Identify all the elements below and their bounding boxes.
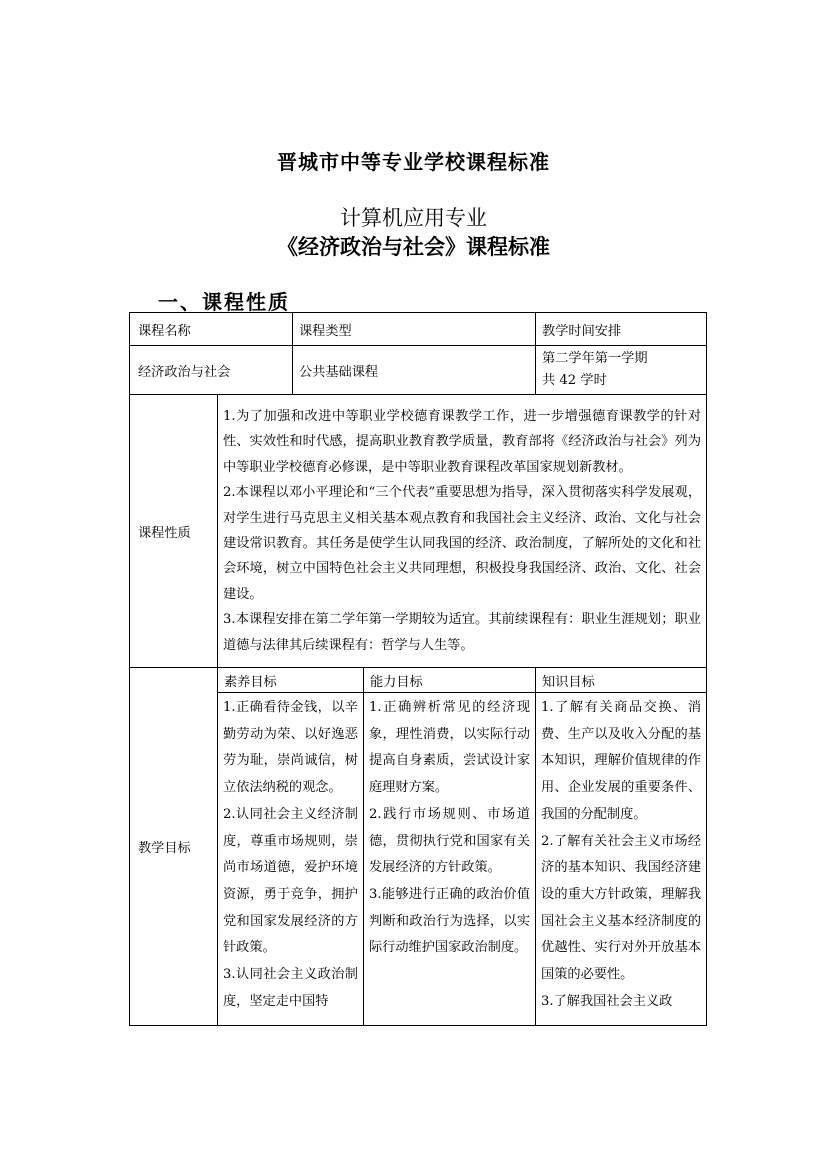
schedule-value — [536, 346, 707, 395]
nature-row — [130, 395, 707, 668]
document-title: 晋城市中等专业学校课程标准 — [277, 150, 550, 174]
nature-label: 课程性质 — [130, 395, 218, 668]
ability-goal-1: 1.正确辨析常见的经济现象，理性消费，以实际行动提高自身素质，尝试设计家庭理财方案。 — [369, 700, 531, 796]
value-row — [130, 346, 707, 395]
course-name-value: 经济政治与社会 — [130, 346, 293, 395]
ability-goals-header: 能力目标 — [364, 668, 536, 693]
goals-header-row — [130, 668, 707, 693]
knowledge-goal-2: 2.了解有关社会主义市场经济的基本知识、我国经济建设的重大方针政策，理解我国社会主义基本经济制度的优越性、实行对外开放基本国策的必要性。 — [541, 833, 702, 983]
schedule-header: 教学时间安排 — [536, 313, 707, 346]
schedule-line-1: 第二学年第一学期 — [542, 351, 648, 366]
quality-goal-3: 3.认同社会主义政治制度，坚定走中国特 — [223, 967, 358, 1009]
nature-paragraph-3: 3.本课程安排在第二学年第一学期较为适宜。其前续课程有：职业生涯规划；职业道德与法律其后续课程有：哲学与人生等。 — [223, 612, 702, 653]
knowledge-goal-1: 1.了解有关商品交换、消费、生产以及收入分配的基本知识，理解价值规律的作用、企业发展的重要条件、我国的分配制度。 — [541, 700, 702, 822]
quality-goals-header: 素养目标 — [218, 668, 364, 693]
major-title: 计算机应用专业 — [340, 206, 487, 230]
knowledge-goals-header: 知识目标 — [536, 668, 707, 693]
course-name-header: 课程名称 — [130, 313, 293, 346]
course-type-header: 课程类型 — [293, 313, 536, 346]
nature-paragraph-2: 2.本课程以邓小平理论和“三个代表”重要思想为指导，深入贯彻落实科学发展观，对学生进行马克思主义相关基本观点教育和我国社会主义经济、政治、文化与社会建设常识教育。其任务是使学生认同我国的经济、政治制度，了解所处的文化和社会环境，树立中国特色社会主义共同理想，积极投身我国经济、政治、文化、社会建设。 — [223, 485, 702, 602]
course-title: 《经济政治与社会》课程标准 — [277, 234, 550, 259]
quality-goal-1: 1.正确看待金钱，以辛勤劳动为荣、以好逸恶劳为耻，崇尚诚信，树立依法纳税的观念。 — [223, 700, 358, 796]
ability-goal-2: 2.践行市场规则、市场道德，贯彻执行党和国家有关发展经济的方针政策。 — [369, 806, 531, 876]
header-row — [130, 313, 707, 346]
quality-goals-cell — [218, 693, 364, 1026]
section-heading-nature: 一、课程性质 — [158, 290, 290, 314]
ability-goals-cell — [364, 693, 536, 1026]
course-standard-table — [129, 312, 707, 1026]
goals-label: 教学目标 — [130, 668, 218, 1026]
knowledge-goal-3: 3.了解我国社会主义政 — [541, 993, 673, 1009]
nature-paragraph-1: 1.为了加强和改进中等职业学校德育课教学工作，进一步增强德育课教学的针对性、实效性和时代感，提高职业教育教学质量，教育部将《经济政治与社会》列为中等职业学校德育必修课，是中等职业教育课程改革国家规划新教材。 — [223, 408, 702, 475]
schedule-line-2: 共 42 学时 — [542, 373, 607, 388]
course-type-value: 公共基础课程 — [293, 346, 536, 395]
quality-goal-2: 2.认同社会主义经济制度，尊重市场规则，崇尚市场道德，爱护环境资源，勇于竞争，拥护党和国家发展经济的方针政策。 — [223, 806, 358, 956]
ability-goal-3: 3.能够进行正确的政治价值判断和政治行为选择，以实际行动维护国家政治制度。 — [369, 886, 531, 956]
nature-content — [218, 395, 707, 668]
knowledge-goals-cell — [536, 693, 707, 1026]
